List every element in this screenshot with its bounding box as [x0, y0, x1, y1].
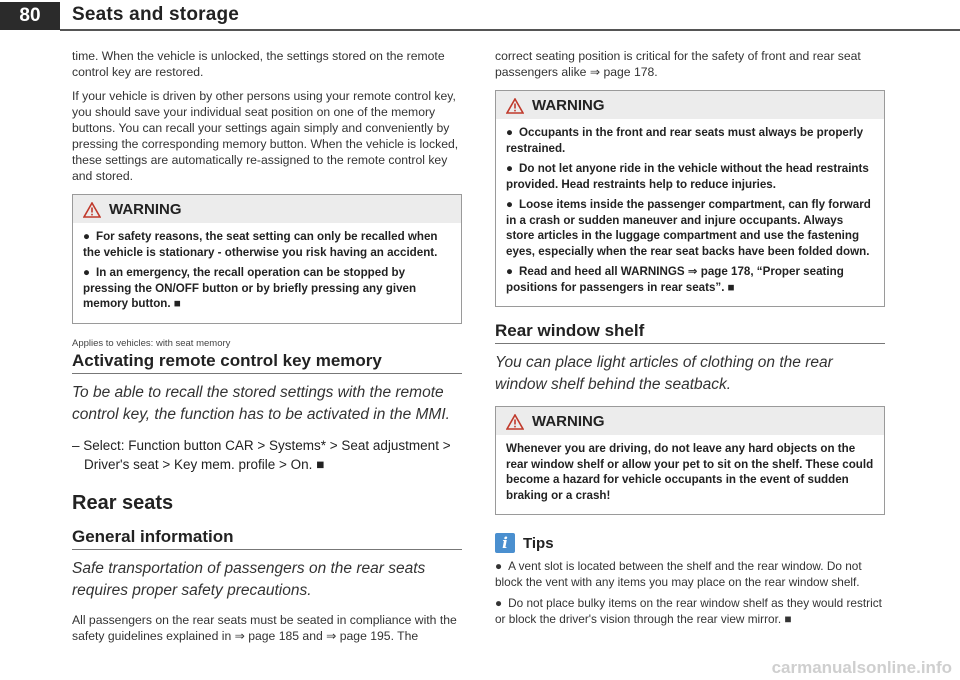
warning-box-rear-seats: [495, 90, 885, 307]
tips-title: Tips: [523, 534, 554, 552]
heading-remote-memory: Activating remote control key memory: [72, 351, 462, 374]
tip-item: ● Do not place bulky items on the rear window shelf as they would restrict or block the driver's vision through the rear view mirror. ■: [495, 596, 882, 626]
page-number: 80: [0, 2, 60, 30]
heading-rear-window-shelf: Rear window shelf: [495, 321, 885, 344]
warning-body: [73, 223, 461, 323]
warning-item: ● In an emergency, the recall operation can be stopped by pressing the ON/OFF button or by briefly pressing any given memory button. ■: [83, 266, 417, 310]
warning-title: WARNING: [532, 97, 605, 114]
step-remote-memory: – Select: Function button CAR > Systems* > Seat adjustment > Driver's seat > Key mem. profile > On. ■: [72, 437, 451, 472]
page-header: [0, 0, 960, 32]
continued-paragraph: correct seating position is critical for the safety of front and rear seat passengers alike ⇒ page 178.: [495, 49, 861, 79]
applies-note: Applies to vehicles: with seat memory: [72, 337, 231, 349]
warning-item: ● Read and heed all WARNINGS ⇒ page 178, “Proper seating positions for passengers in rear seats”. ■: [506, 265, 844, 294]
watermark: carmanualsonline.info: [771, 658, 952, 677]
warning-triangle-icon: [506, 98, 524, 114]
warning-item: ● Do not let anyone ride in the vehicle without the head restraints provided. Head restraints help to reduce injuries.: [506, 162, 869, 191]
heading-rear-seats: Rear seats: [72, 491, 174, 514]
header-rule: [60, 29, 960, 31]
warning-header: [496, 91, 884, 119]
right-column: [495, 48, 885, 633]
warning-triangle-icon: [83, 202, 101, 218]
warning-title: WARNING: [109, 201, 182, 218]
warning-header: [73, 195, 461, 223]
warning-item: ● Occupants in the front and rear seats must always be properly restrained.: [506, 126, 864, 155]
tip-item: ● A vent slot is located between the shelf and the rear window. Do not block the vent with any items you may place on the rear window shelf.: [495, 559, 862, 589]
warning-item: ● For safety reasons, the seat setting can only be recalled when the vehicle is stationary - otherwise you risk having an accident.: [83, 230, 438, 259]
warning-body: [496, 119, 884, 306]
general-paragraph: All passengers on the rear seats must be seated in compliance with the safety guidelines explained in ⇒ page 185 and ⇒ page 195. The: [72, 612, 457, 643]
warning-box-shelf: [495, 406, 885, 515]
lead-rear-window-shelf: You can place light articles of clothing on the rear window shelf behind the seatback.: [495, 354, 833, 393]
warning-text: Whenever you are driving, do not leave any hard objects on the rear window shelf or allow your pet to sit on the shelf. These could become a hazard for vehicle occupants in the event of sudden braking or a crash!: [506, 442, 874, 502]
warning-item: ● Loose items inside the passenger compartment, can fly forward in a crash or sudden maneuver and injure occupants. Always store articles in the luggage compartment and use the fastening eyes, especially when the rear seat backs have been folded down.: [506, 198, 871, 258]
info-icon: i: [495, 533, 515, 553]
warning-title: WARNING: [532, 413, 605, 430]
intro-paragraph-1: time. When the vehicle is unlocked, the settings stored on the remote control key are restored.: [72, 49, 445, 79]
warning-header: [496, 407, 884, 435]
lead-general-info: Safe transportation of passengers on the rear seats requires proper safety precautions.: [72, 559, 426, 599]
section-title: Seats and storage: [72, 4, 240, 25]
warning-body: [496, 435, 884, 514]
tips-header: [495, 533, 885, 553]
warning-box-seat: [72, 194, 462, 324]
warning-triangle-icon: [506, 414, 524, 430]
heading-general-info: General information: [72, 527, 462, 550]
lead-remote-memory: To be able to recall the stored settings with the remote control key, the function has to be activated in the MMI.: [72, 383, 450, 423]
left-column: [72, 48, 462, 652]
intro-paragraph-2: If your vehicle is driven by other persons using your remote control key, you should save your individual seat position on one of the memory buttons. You can recall your settings again simply and conveniently by pressing the corresponding memory button. When the vehicle is locked, these settings are automatically re-assigned to the remote control key and stored.: [72, 89, 459, 183]
